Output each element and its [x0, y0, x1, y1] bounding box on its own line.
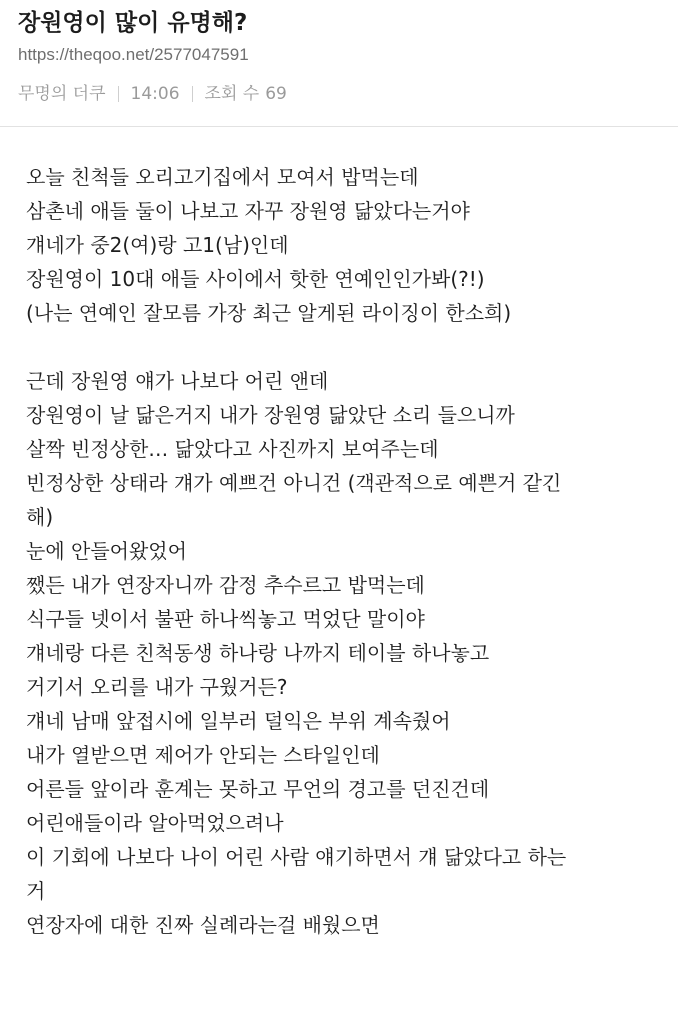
view-count-value: 69 — [265, 84, 287, 104]
body-line: 눈에 안들어왔었어 — [26, 539, 187, 563]
body-line: 걔네랑 다른 친척동생 하나랑 나까지 테이블 하나놓고 — [26, 641, 490, 665]
meta-separator — [118, 86, 119, 102]
post-title: 장원영이 많이 유명해? — [18, 10, 248, 36]
body-line: 빈정상한 상태라 걔가 예쁘건 아니건 (객관적으로 예쁜거 같긴 — [26, 471, 562, 495]
body-line: 식구들 넷이서 불판 하나씩놓고 먹었단 말이야 — [26, 607, 425, 631]
body-line: 해) — [26, 505, 54, 529]
body-line: 장원영이 날 닮은거지 내가 장원영 닮았단 소리 들으니까 — [26, 403, 515, 427]
body-line: 근데 장원영 얘가 나보다 어린 앤데 — [26, 369, 329, 393]
body-line: (나는 연예인 잘모름 가장 최근 알게된 라이징이 한소희) — [26, 301, 512, 325]
paragraph-break — [26, 330, 662, 364]
body-line: 연장자에 대한 진짜 실례라는걸 배웠으면 — [26, 913, 380, 937]
view-count — [205, 81, 287, 107]
body-line: 오늘 친척들 오리고기집에서 모여서 밥먹는데 — [26, 165, 419, 189]
body-line: 이 기회에 나보다 나이 어린 사람 얘기하면서 걔 닮았다고 하는 — [26, 845, 567, 869]
body-line: 어른들 앞이라 훈계는 못하고 무언의 경고를 던진건데 — [26, 777, 490, 801]
author-name: 무명의 더쿠 — [18, 84, 106, 104]
meta-separator — [192, 86, 193, 102]
body-line: 장원영이 10대 애들 사이에서 핫한 연예인인가봐(?!) — [26, 267, 485, 291]
post-header — [0, 0, 678, 128]
post-time: 14:06 — [130, 84, 180, 104]
body-line: 삼촌네 애들 둘이 나보고 자꾸 장원영 닮았다는거야 — [26, 199, 470, 223]
body-line: 거기서 오리를 내가 구웠거든? — [26, 675, 288, 699]
body-line: 내가 열받으면 제어가 안되는 스타일인데 — [26, 743, 380, 767]
body-line: 걔네가 중2(여)랑 고1(남)인데 — [26, 233, 289, 257]
body-line: 걔네 남매 앞접시에 일부러 덜익은 부위 계속줬어 — [26, 709, 451, 733]
post-meta — [18, 81, 287, 107]
body-line: 어린애들이라 알아먹었으려나 — [26, 811, 284, 835]
header-divider — [0, 126, 678, 127]
body-line: 쨌든 내가 연장자니까 감정 추수르고 밥먹는데 — [26, 573, 425, 597]
view-count-label: 조회 수 — [204, 84, 260, 104]
post-url-link[interactable]: https://theqoo.net/2577047591 — [18, 45, 249, 64]
body-line: 거 — [26, 879, 46, 903]
post-body — [26, 160, 662, 942]
body-line: 살짝 빈정상한… 닮았다고 사진까지 보여주는데 — [26, 437, 439, 461]
